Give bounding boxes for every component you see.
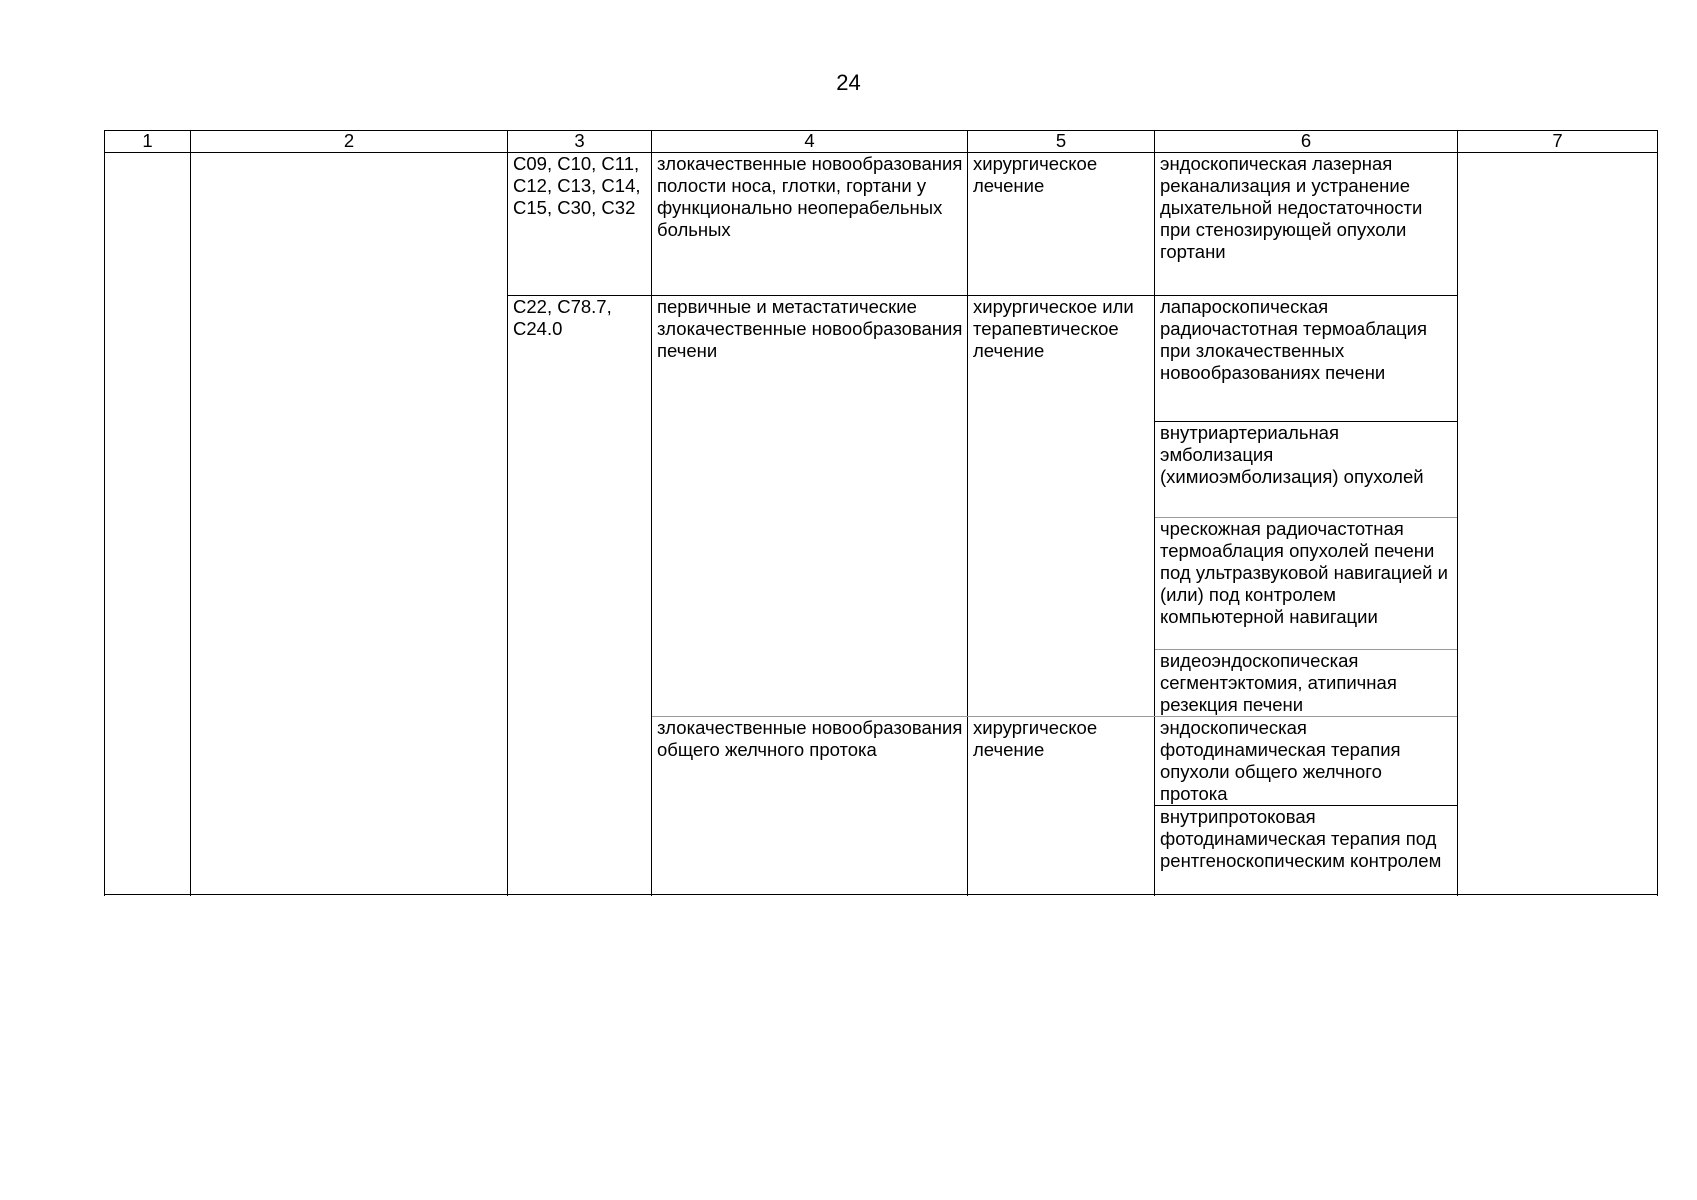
column-header-1: 1 <box>105 131 191 153</box>
treatment-type-cell: хирургическое или терапевтическое лечение <box>968 296 1155 717</box>
treatment-method-cell: видеоэндоскопическая сегментэктомия, атипичная резекция печени <box>1155 650 1458 717</box>
treatment-method-cell: внутриартериальная эмболизация (химиоэмболизация) опухолей <box>1155 422 1458 518</box>
column-number-row <box>105 131 1658 153</box>
treatment-method-cell: эндоскопическая фотодинамическая терапия опухоли общего желчного протока <box>1155 717 1458 806</box>
column-header-4: 4 <box>652 131 968 153</box>
cell-col-2 <box>191 153 508 895</box>
treatment-method-cell: лапароскопическая радиочастотная термоаблация при злокачественных новообразованиях печени <box>1155 296 1458 422</box>
column-header-6: 6 <box>1155 131 1458 153</box>
diagnosis-cell: злокачественные новообразования общего желчного протока <box>652 717 968 895</box>
treatment-method-cell: внутрипротоковая фотодинамическая терапия под рентгеноскопическим контролем <box>1155 806 1458 895</box>
cell-col-1 <box>105 153 191 895</box>
page-number: 24 <box>836 70 861 95</box>
column-header-5: 5 <box>968 131 1155 153</box>
column-header-3: 3 <box>508 131 652 153</box>
medical-care-table <box>104 130 1658 895</box>
column-header-2: 2 <box>191 131 508 153</box>
table-row <box>105 153 1658 296</box>
diagnosis-cell: первичные и метастатические злокачественные новообразования печени <box>652 296 968 717</box>
treatment-method-cell: чрескожная радиочастотная термоаблация опухолей печени под ультразвуковой навигацией и (или) под контролем компьютерной навигации <box>1155 518 1458 650</box>
treatment-type-cell: хирургическое лечение <box>968 717 1155 895</box>
diagnosis-cell: злокачественные новообразования полости носа, глотки, гортани у функционально неоперабельных больных <box>652 153 968 296</box>
icd-codes-cell: С22, С78.7, С24.0 <box>508 296 652 895</box>
treatment-method-cell: эндоскопическая лазерная реканализация и устранение дыхательной недостаточности при стенозирующей опухоли гортани <box>1155 153 1458 296</box>
icd-codes-cell: С09, С10, С11, С12, С13, С14, С15, С30, С32 <box>508 153 652 296</box>
column-header-7: 7 <box>1458 131 1658 153</box>
treatment-type-cell: хирургическое лечение <box>968 153 1155 296</box>
cell-col-7 <box>1458 153 1658 895</box>
